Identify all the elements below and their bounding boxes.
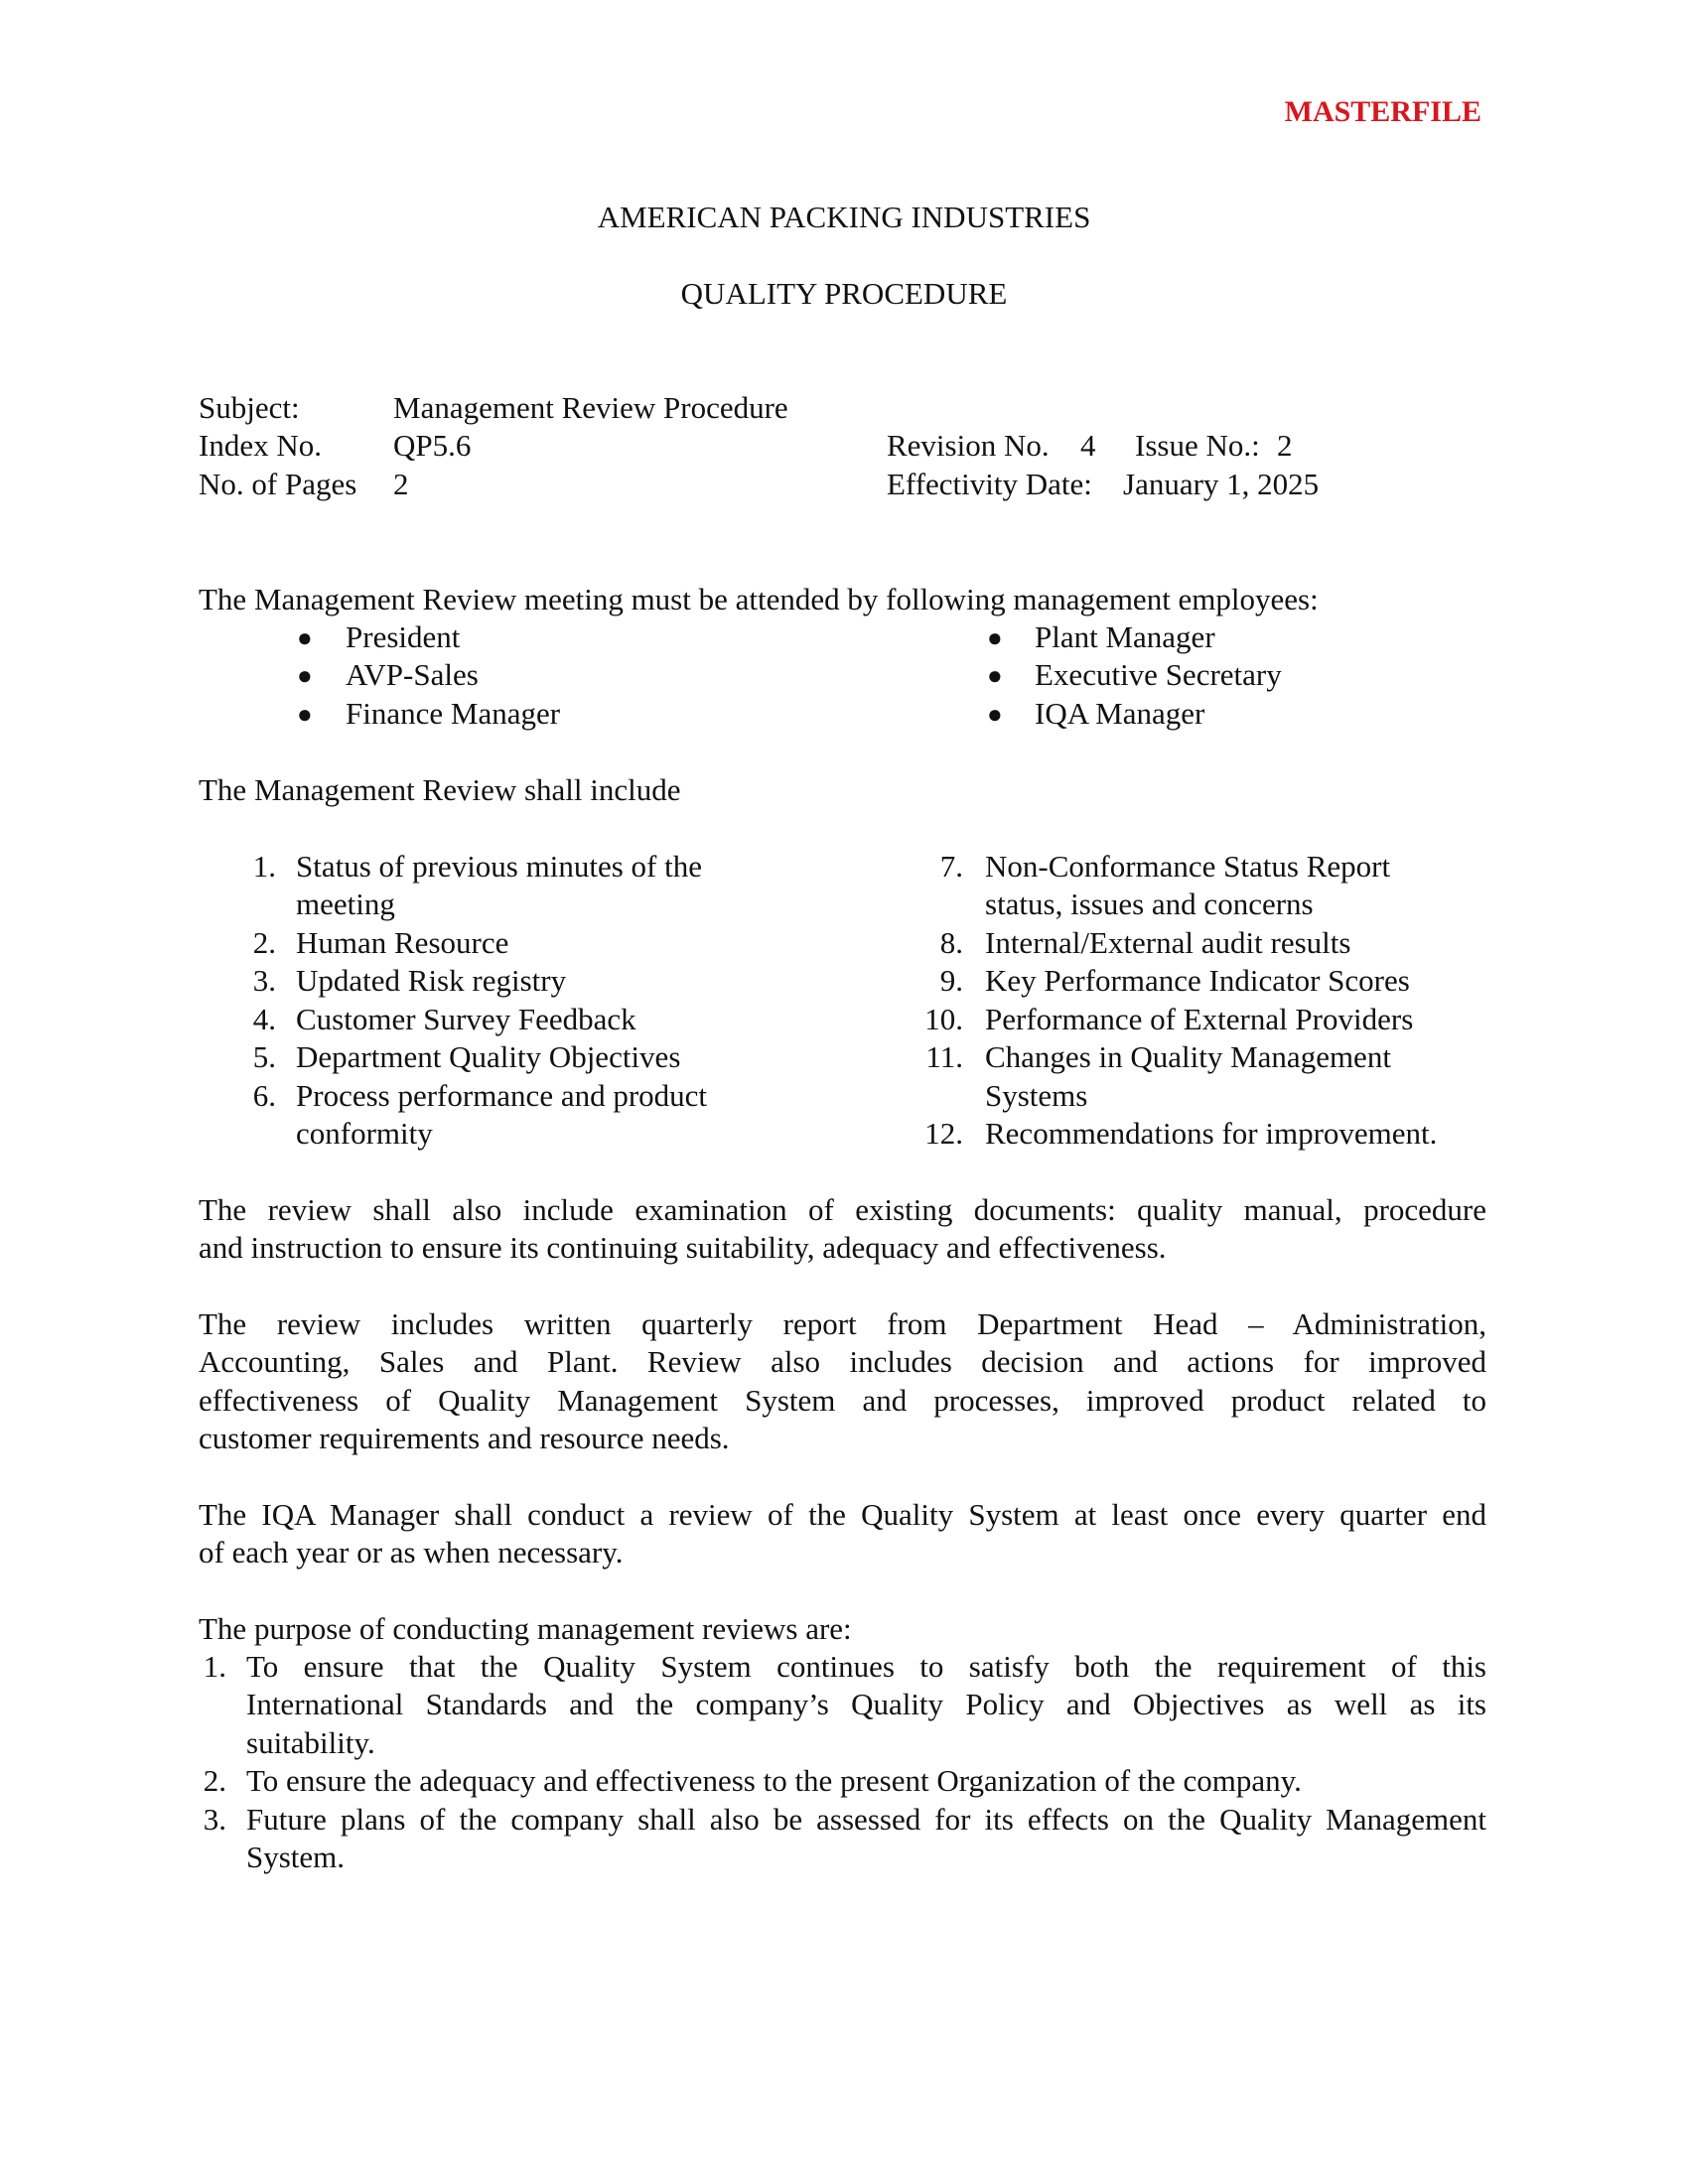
item-text: Updated Risk registry bbox=[296, 963, 567, 998]
paragraph-line: customer requirements and resource needs. bbox=[199, 1421, 730, 1455]
company-name: AMERICAN PACKING INDUSTRIES bbox=[597, 200, 1091, 234]
item-text: Internal/External audit results bbox=[985, 925, 1351, 960]
subject-value: Management Review Procedure bbox=[393, 390, 788, 425]
attendee-name: IQA Manager bbox=[1035, 696, 1205, 731]
index-value: QP5.6 bbox=[393, 428, 472, 463]
item-text: To ensure the adequacy and effectiveness to the present Organization of the company. bbox=[246, 1763, 1302, 1798]
index-label: Index No. bbox=[199, 428, 322, 463]
attendee-name: AVP-Sales bbox=[346, 657, 479, 692]
bullet-icon: ● bbox=[297, 661, 313, 690]
item-text: Performance of External Providers bbox=[985, 1002, 1414, 1036]
attendee-name: Finance Manager bbox=[346, 696, 561, 731]
bullet-icon: ● bbox=[987, 700, 1003, 729]
item-number: 2. bbox=[252, 925, 276, 960]
paragraph-line: The IQA Manager shall conduct a review of the Quality System at least once every quarter end bbox=[199, 1497, 1486, 1532]
item-number: 10. bbox=[924, 1002, 963, 1036]
item-text: Process performance and product bbox=[296, 1078, 708, 1113]
item-text: Non-Conformance Status Report bbox=[985, 849, 1391, 884]
item-number: 7. bbox=[939, 849, 963, 884]
item-text: status, issues and concerns bbox=[985, 887, 1314, 921]
item-number: 8. bbox=[939, 925, 963, 960]
item-text: Recommendations for improvement. bbox=[985, 1116, 1438, 1151]
item-text: To ensure that the Quality System continues to satisfy both the requirement of this bbox=[246, 1649, 1486, 1684]
attendee-name: Plant Manager bbox=[1035, 619, 1215, 654]
item-number: 3. bbox=[252, 963, 276, 998]
revision-label: Revision No. bbox=[887, 428, 1050, 463]
paragraph-line: Accounting, Sales and Plant. Review also includes decision and actions for improved bbox=[199, 1344, 1486, 1379]
paragraph-line: of each year or as when necessary. bbox=[199, 1535, 624, 1570]
review-intro: The Management Review shall include bbox=[199, 772, 681, 807]
paragraph-line: and instruction to ensure its continuing suitability, adequacy and effectiveness. bbox=[199, 1230, 1167, 1265]
item-number: 4. bbox=[252, 1002, 276, 1036]
item-number: 5. bbox=[252, 1039, 276, 1074]
item-text: Human Resource bbox=[296, 925, 509, 960]
purpose-intro: The purpose of conducting management reviews are: bbox=[199, 1611, 852, 1646]
item-text: Department Quality Objectives bbox=[296, 1039, 681, 1074]
item-text: Changes in Quality Management bbox=[985, 1039, 1391, 1074]
item-number: 6. bbox=[252, 1078, 276, 1113]
item-number: 1. bbox=[252, 849, 276, 884]
item-number: 3. bbox=[203, 1802, 226, 1837]
paragraph-line: The review includes written quarterly report from Department Head – Administration, bbox=[199, 1306, 1486, 1341]
item-text: System. bbox=[246, 1840, 346, 1874]
bullet-icon: ● bbox=[987, 623, 1003, 652]
paragraph-line: The review shall also include examination of existing documents: quality manual, procedure bbox=[199, 1192, 1486, 1227]
item-text: suitability. bbox=[246, 1725, 375, 1760]
pages-value: 2 bbox=[393, 467, 409, 501]
issue-label: Issue No.: bbox=[1135, 428, 1260, 463]
item-text: Customer Survey Feedback bbox=[296, 1002, 636, 1036]
item-text: conformity bbox=[296, 1116, 433, 1151]
item-number: 12. bbox=[924, 1116, 963, 1151]
bullet-icon: ● bbox=[987, 661, 1003, 690]
item-text: Status of previous minutes of the bbox=[296, 849, 702, 884]
effectivity-label: Effectivity Date: bbox=[887, 467, 1092, 501]
item-number: 1. bbox=[203, 1649, 226, 1684]
item-text: Systems bbox=[985, 1078, 1088, 1113]
item-number: 9. bbox=[939, 963, 963, 998]
revision-value: 4 bbox=[1080, 428, 1096, 463]
item-number: 2. bbox=[203, 1763, 226, 1798]
item-text: Future plans of the company shall also be assessed for its effects on the Quality Management bbox=[246, 1802, 1486, 1837]
item-number: 11. bbox=[925, 1039, 963, 1074]
attendee-name: Executive Secretary bbox=[1035, 657, 1282, 692]
document-type: QUALITY PROCEDURE bbox=[680, 276, 1008, 311]
bullet-icon: ● bbox=[297, 623, 313, 652]
effectivity-value: January 1, 2025 bbox=[1123, 467, 1320, 501]
attendee-name: President bbox=[346, 619, 461, 654]
attendees-intro: The Management Review meeting must be attended by following management employees: bbox=[199, 582, 1319, 616]
item-text: International Standards and the company’s Quality Policy and Objectives as well as its bbox=[246, 1687, 1486, 1721]
bullet-icon: ● bbox=[297, 700, 313, 729]
paragraph-line: effectiveness of Quality Management System and processes, improved product related to bbox=[199, 1383, 1486, 1418]
item-text: Key Performance Indicator Scores bbox=[985, 963, 1410, 998]
masterfile-stamp: MASTERFILE bbox=[1284, 95, 1481, 128]
subject-label: Subject: bbox=[199, 390, 300, 425]
item-text: meeting bbox=[296, 887, 395, 921]
pages-label: No. of Pages bbox=[199, 467, 357, 501]
issue-value: 2 bbox=[1277, 428, 1293, 463]
